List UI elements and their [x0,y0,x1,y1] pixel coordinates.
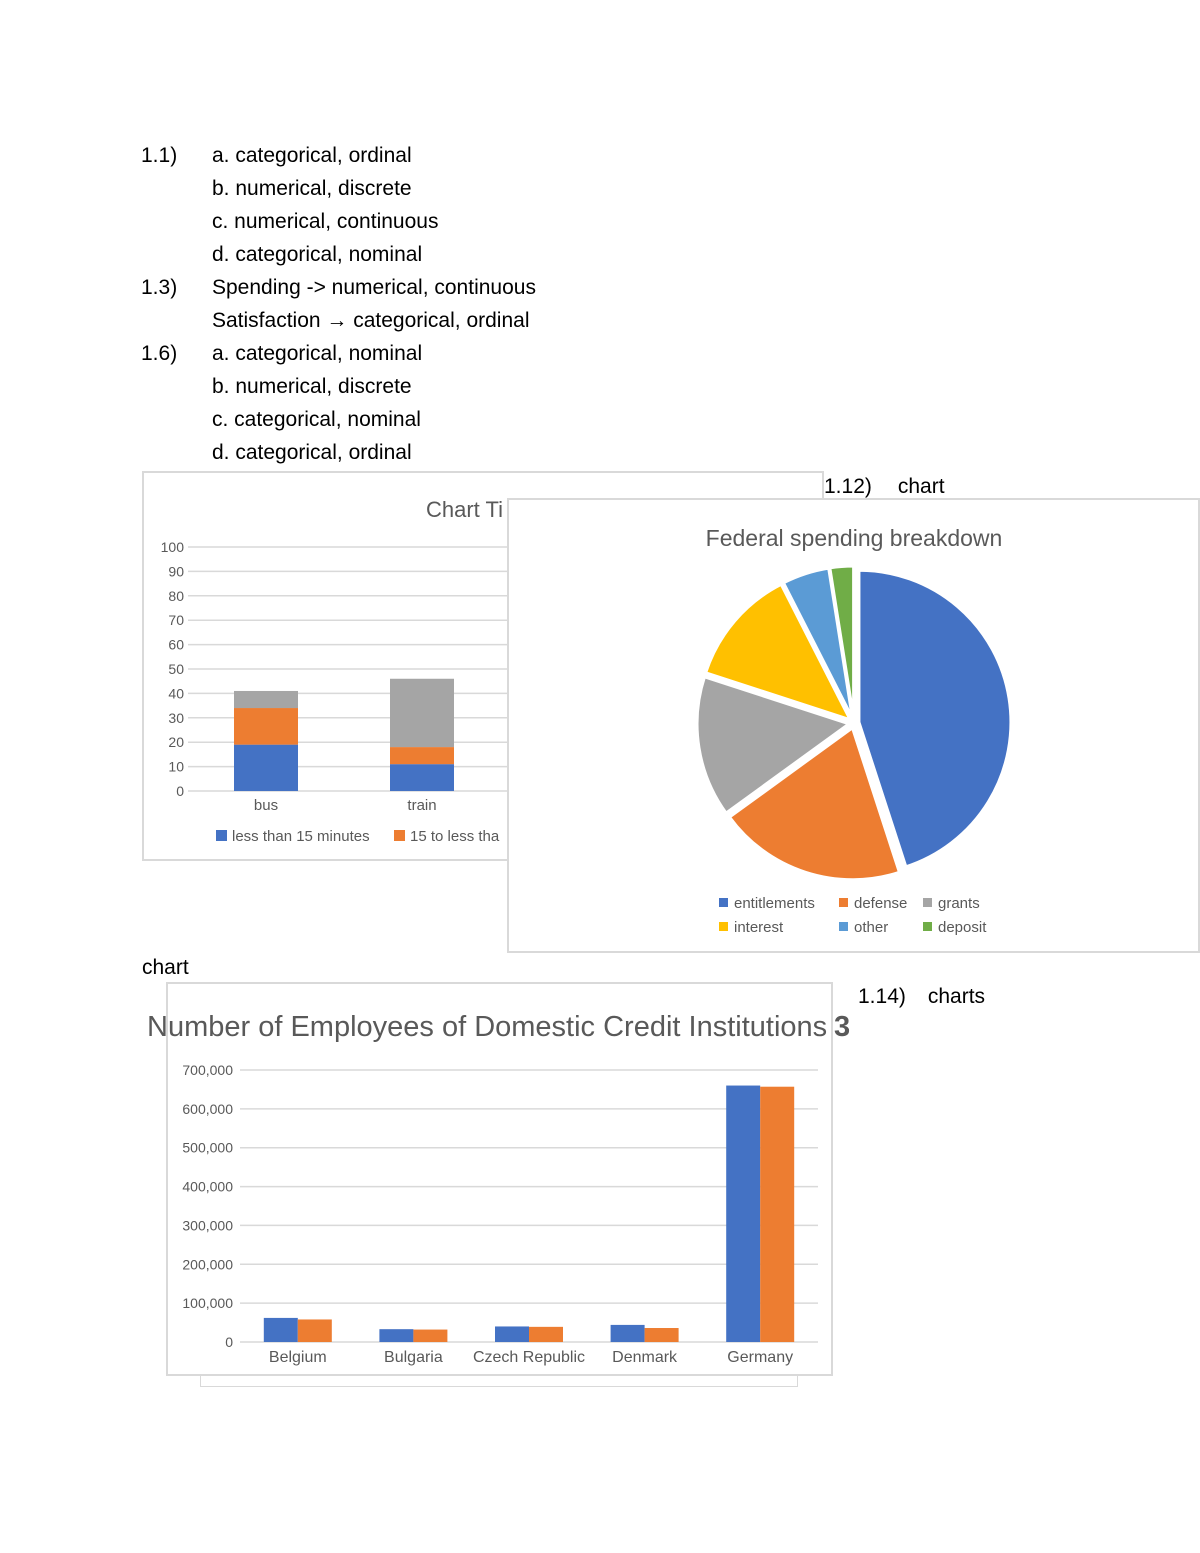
bar [611,1325,645,1342]
y-tick-label: 60 [168,636,184,653]
answer-line: Satisfaction → categorical, ordinal [212,309,530,332]
legend-label: defense [854,895,908,912]
answer-line: c. categorical, nominal [212,408,421,431]
legend-label: less than 15 minutes [232,828,370,845]
bar-segment [390,747,454,764]
y-tick-label: 500,000 [182,1139,233,1156]
question-number: 1.1) [141,144,178,167]
answer-line: c. numerical, continuous [212,210,439,233]
x-tick-label: Germany [727,1349,794,1366]
legend-label: grants [938,895,980,912]
x-tick-label: Belgium [268,1349,327,1366]
y-tick-label: 700,000 [182,1062,233,1078]
legend-swatch [394,830,405,841]
legend-swatch [719,922,728,931]
bar-segment [234,708,298,745]
bar [298,1319,332,1342]
chart-caption: chart [142,956,189,979]
answer-line: b. numerical, discrete [212,177,412,200]
bar [726,1086,760,1342]
legend-label: other [854,919,889,936]
legend-swatch [216,830,227,841]
x-tick-label: Denmark [612,1349,678,1366]
legend-label: entitlements [734,895,815,912]
x-tick-label: Bulgaria [384,1349,443,1366]
y-tick-label: 70 [168,612,184,629]
question-number: 1.6) [141,342,178,365]
y-tick-label: 100 [160,539,184,555]
answer-line: Spending -> numerical, continuous [212,276,536,299]
y-tick-label: 0 [225,1334,233,1350]
y-tick-label: 100,000 [182,1295,233,1312]
bar [495,1326,529,1342]
legend-label: interest [734,919,784,936]
bar-segment [390,679,454,747]
bar-segment [234,745,298,791]
legend-label: deposit [938,919,987,936]
answer-line: d. categorical, nominal [212,243,423,266]
y-tick-label: 90 [168,563,184,580]
answer-line: d. categorical, ordinal [212,441,412,464]
question-1-12-label: 1.12) chart [824,475,945,498]
y-tick-label: 80 [168,587,184,604]
chart-title: Federal spending breakdown [705,525,1003,551]
y-tick-label: 40 [168,685,184,702]
answer-line: b. numerical, discrete [212,375,412,398]
x-tick-label: Czech Republic [472,1349,586,1366]
legend-swatch [719,898,728,907]
x-tick-label: bus [253,797,279,814]
y-tick-label: 600,000 [182,1100,233,1117]
question-number: 1.3) [141,276,178,299]
y-tick-label: 30 [168,709,184,726]
y-tick-label: 300,000 [182,1217,233,1234]
y-tick-label: 50 [168,661,184,677]
bar [264,1318,298,1342]
federal-spending-pie-chart [507,498,1200,953]
y-tick-label: 10 [168,758,184,775]
y-tick-label: 20 [168,734,184,751]
pie-chart-svg [509,500,1200,953]
bar [529,1327,563,1342]
legend-swatch [923,898,932,907]
x-tick-label: train [407,797,437,814]
chart-title: Number of Employees of Domestic Credit Institutions [147,1011,828,1043]
employees-chart-svg [140,990,860,1410]
chart-title: Chart Ti [426,497,504,522]
bar-segment [390,764,454,791]
bar [760,1087,794,1342]
legend-label: 15 to less tha [410,828,500,845]
y-tick-label: 0 [176,783,184,799]
bar-segment [234,691,298,708]
bar [379,1329,413,1342]
question-1-14-label: 1.14) charts [858,985,986,1008]
bar [645,1328,679,1342]
answer-line: a. categorical, nominal [212,342,423,365]
overlap-digit: 3 [834,1011,851,1043]
legend-swatch [839,898,848,907]
legend-swatch [923,922,932,931]
legend-swatch [839,922,848,931]
bar [413,1330,447,1342]
y-tick-label: 200,000 [182,1256,233,1273]
y-tick-label: 400,000 [182,1178,233,1195]
answer-line: a. categorical, ordinal [212,144,412,167]
